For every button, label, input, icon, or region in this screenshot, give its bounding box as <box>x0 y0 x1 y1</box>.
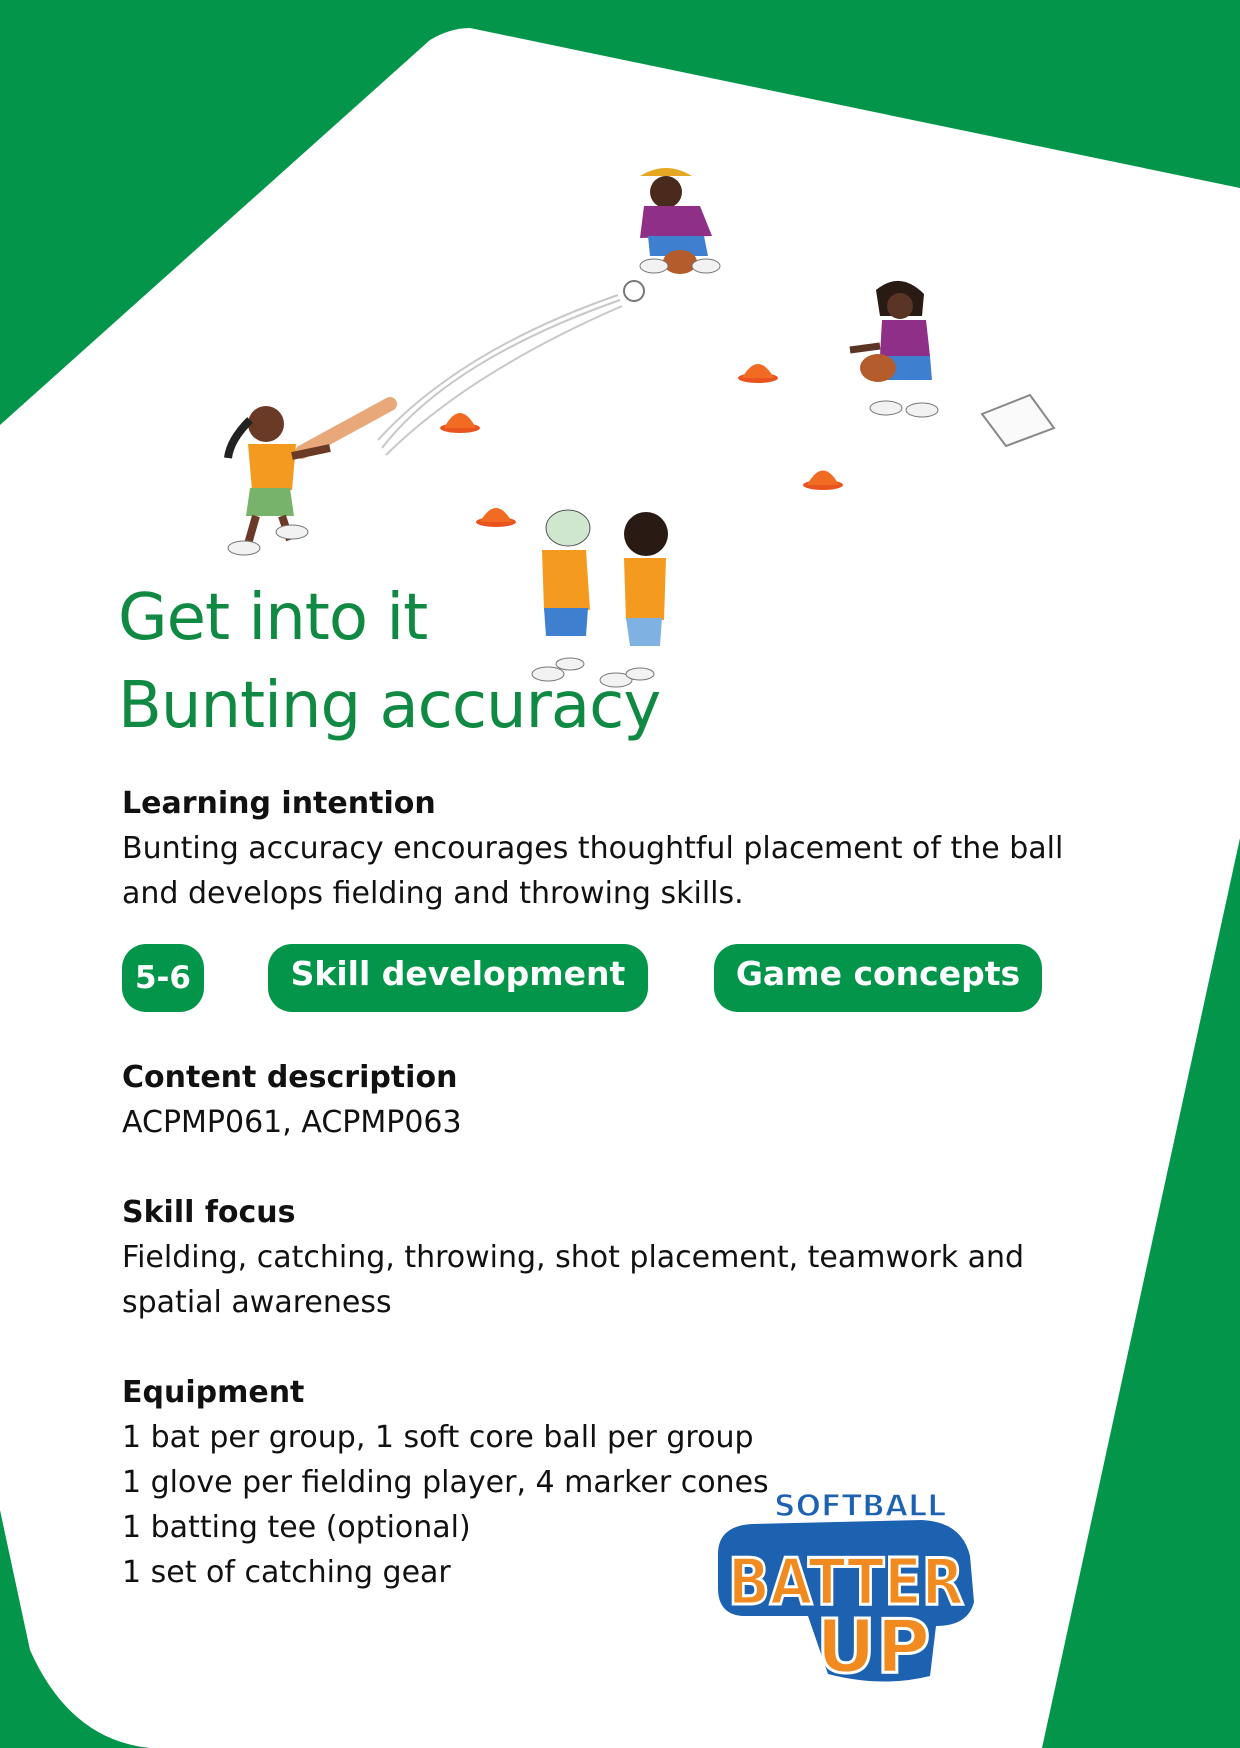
equipment-item: 1 glove per fielding player, 4 marker cones <box>122 1465 769 1500</box>
learning-intention-heading: Learning intention <box>122 786 436 821</box>
skill-focus-heading: Skill focus <box>122 1195 296 1230</box>
marker-cone <box>476 508 516 527</box>
softball <box>624 281 644 301</box>
content-description-section <box>122 1056 1082 1145</box>
content-description-text: ACPMP061, ACPMP063 <box>122 1105 462 1140</box>
title-line-1: Get into it <box>118 581 428 655</box>
badge-row <box>122 944 1122 1014</box>
skill-focus-section <box>122 1191 1082 1325</box>
svg-text:UP: UP <box>816 1604 931 1686</box>
skill-focus-text: Fielding, catching, throwing, shot placement, teamwork and spatial awareness <box>122 1240 1025 1320</box>
learning-intention-section <box>122 782 1082 916</box>
equipment-item: 1 bat per group, 1 soft core ball per group <box>122 1420 754 1455</box>
learning-intention-text: Bunting accuracy encourages thoughtful placement of the ball and develops fielding and throwing skills. <box>122 831 1064 911</box>
pitcher-figure <box>640 168 720 274</box>
svg-text:SOFTBALL: SOFTBALL <box>774 1489 947 1524</box>
marker-cone <box>440 413 480 433</box>
title-line-2: Bunting accuracy <box>118 669 661 743</box>
marker-cone <box>803 471 843 491</box>
marker-cone <box>738 364 778 383</box>
base <box>982 395 1054 446</box>
skill-development-badge: Skill development <box>268 944 648 1012</box>
content-description-heading: Content description <box>122 1060 458 1095</box>
softball-batter-up-logo <box>712 1476 992 1686</box>
equipment-item: 1 batting tee (optional) <box>122 1510 471 1545</box>
batter-figure <box>228 404 390 555</box>
year-level-badge: 5-6 <box>122 944 204 1012</box>
page-title <box>118 574 660 750</box>
ball-trajectory <box>378 295 622 455</box>
fielder-figure <box>850 281 938 417</box>
game-concepts-badge: Game concepts <box>714 944 1042 1012</box>
equipment-heading: Equipment <box>122 1375 305 1410</box>
equipment-item: 1 set of catching gear <box>122 1555 451 1590</box>
svg-text:BATTER: BATTER <box>728 1546 964 1620</box>
